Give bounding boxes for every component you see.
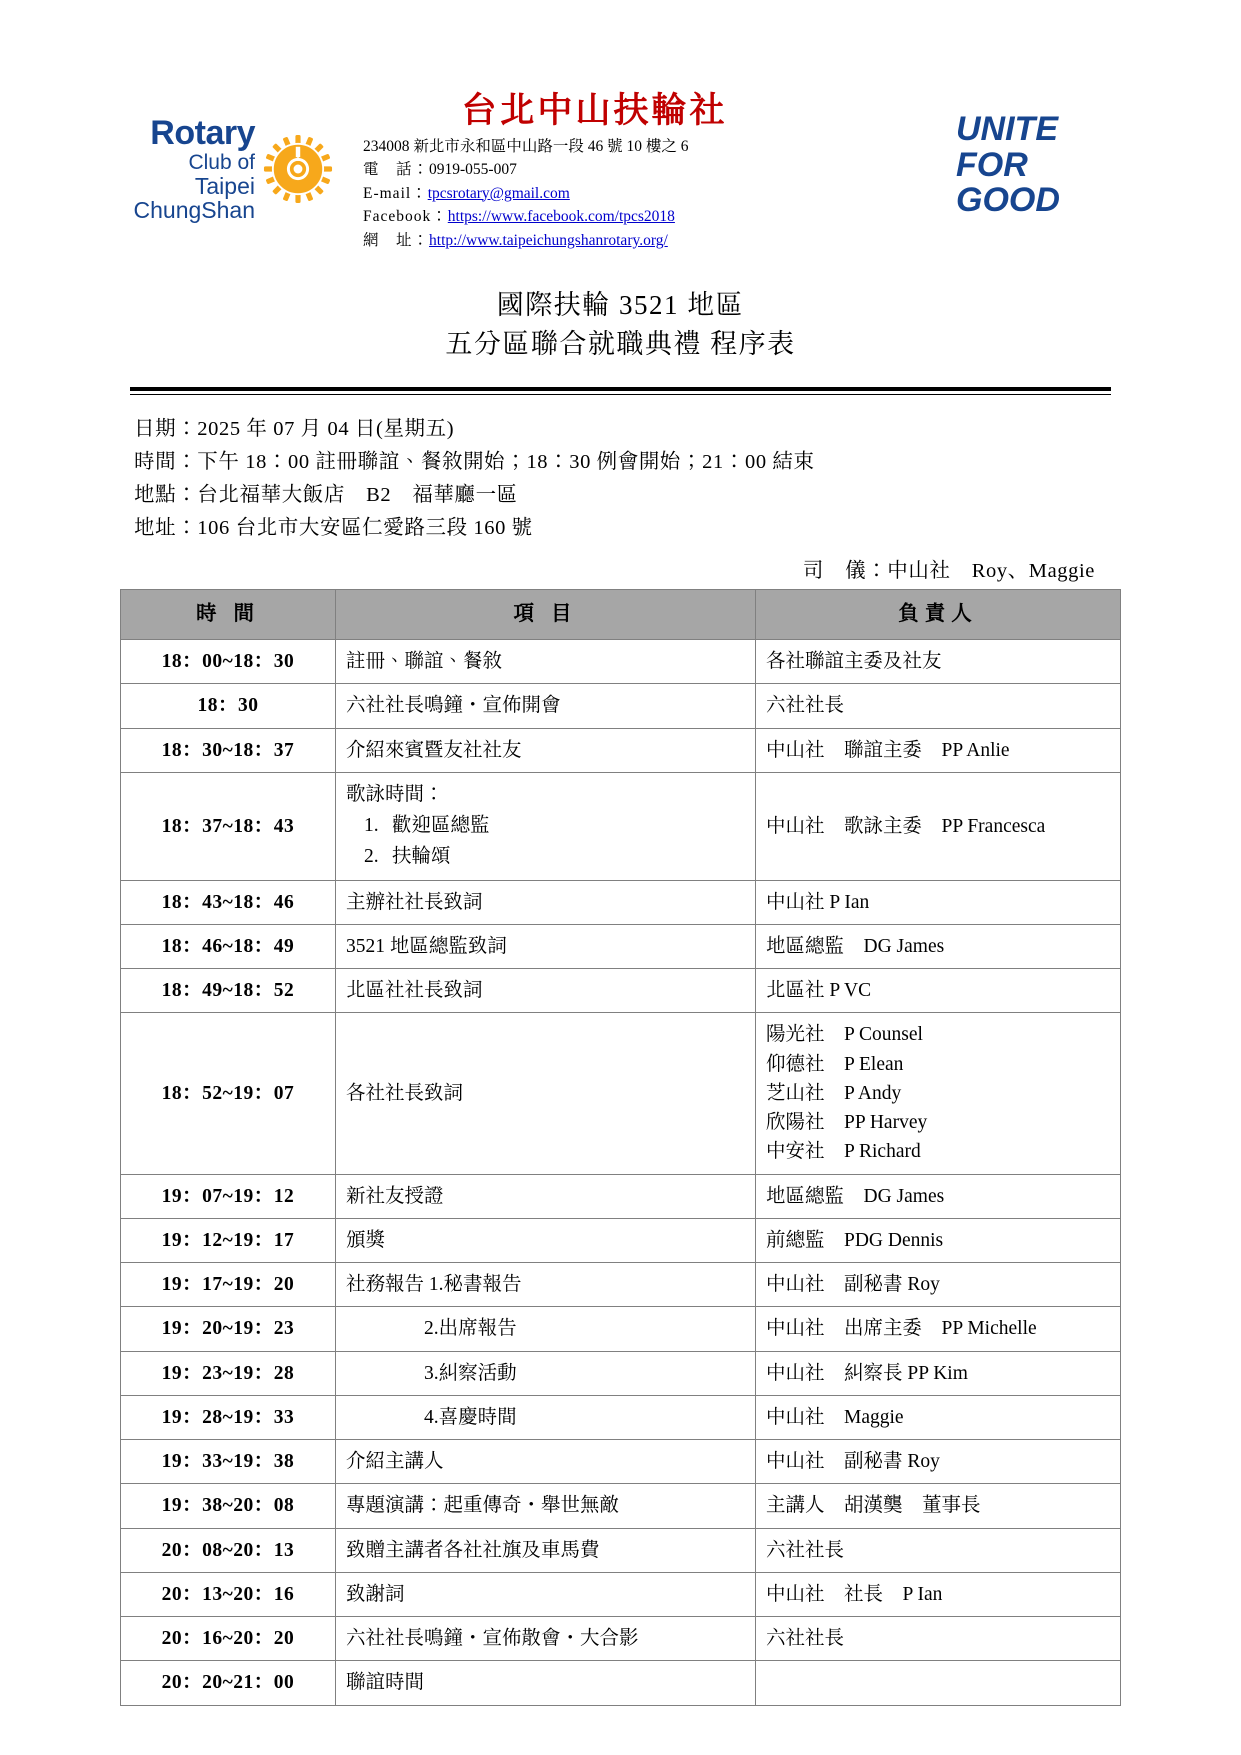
cell-person: 各社聯誼主委及社友	[756, 640, 1121, 684]
contact-address	[363, 135, 946, 159]
cell-item: 新社友授證	[336, 1174, 756, 1218]
cell-time: 19：07~19：12	[121, 1174, 336, 1218]
cell-item: 致贈主講者各社社旗及車馬費	[336, 1528, 756, 1572]
table-header-row	[121, 590, 1121, 640]
table-row	[121, 1263, 1121, 1307]
cell-item: 專題演講：起重傳奇・舉世無敵	[336, 1484, 756, 1528]
rotary-logo-text	[100, 116, 255, 222]
table-row	[121, 1351, 1121, 1395]
unite-line-1: UNITE	[956, 110, 1058, 148]
cell-item: 介紹來賓暨友社社友	[336, 728, 756, 772]
rotary-wordmark: Rotary	[150, 114, 255, 152]
table-row	[121, 1484, 1121, 1528]
event-time: 時間：下午 18：00 註冊聯誼、餐敘開始；18：30 例會開始；21：00 結束	[134, 450, 815, 473]
contact-website	[363, 229, 946, 253]
cell-item: 聯誼時間	[336, 1661, 756, 1705]
contact-email-link[interactable]: tpcsrotary@gmail.com	[427, 184, 570, 202]
cell-person: 中山社 出席主委 PP Michelle	[756, 1307, 1121, 1351]
page-title	[100, 286, 1141, 364]
cell-item: 六社社長鳴鐘・宣佈散會・大合影	[336, 1617, 756, 1661]
cell-item-text: 4.喜慶時間	[424, 1406, 517, 1428]
cell-time: 19：17~19：20	[121, 1263, 336, 1307]
table-row	[121, 969, 1121, 1013]
cell-person: 中山社 聯誼主委 PP Anlie	[756, 728, 1121, 772]
cell-person-line: 芝山社 P Andy	[766, 1082, 902, 1104]
cell-item	[336, 1395, 756, 1439]
cell-time: 18：30~18：37	[121, 728, 336, 772]
cell-time: 20：20~21：00	[121, 1661, 336, 1705]
cell-item: 介紹主講人	[336, 1440, 756, 1484]
cell-time: 20：08~20：13	[121, 1528, 336, 1572]
club-header-text	[345, 90, 946, 252]
cell-person: 地區總監 DG James	[756, 924, 1121, 968]
cell-time: 18：49~18：52	[121, 969, 336, 1013]
divider	[130, 387, 1111, 395]
agenda-table	[120, 589, 1121, 1705]
table-row	[121, 772, 1121, 880]
event-address: 地址：106 台北市大安區仁愛路三段 160 號	[134, 517, 533, 540]
cell-item: 六社社長鳴鐘・宣佈開會	[336, 684, 756, 728]
cell-person: 中山社 糾察長 PP Kim	[756, 1351, 1121, 1395]
cell-person	[756, 1013, 1121, 1174]
cell-item: 致謝詞	[336, 1572, 756, 1616]
cell-person: 中山社 P Ian	[756, 880, 1121, 924]
cell-time: 18：37~18：43	[121, 772, 336, 880]
unite-line-2: FOR	[956, 145, 1028, 184]
contact-phone	[363, 158, 946, 182]
table-row	[121, 1013, 1121, 1174]
cell-person: 地區總監 DG James	[756, 1174, 1121, 1218]
contact-facebook-link[interactable]: https://www.facebook.com/tpcs2018	[447, 208, 675, 226]
event-mc: 司 儀：中山社 Roy、Maggie	[802, 560, 1095, 583]
cell-item	[336, 772, 756, 880]
cell-person: 中山社 歌詠主委 PP Francesca	[756, 772, 1121, 880]
list-item: 2. 扶輪頌	[392, 842, 745, 873]
table-row	[121, 1572, 1121, 1616]
letterhead	[100, 90, 1141, 252]
cell-time: 18：52~19：07	[121, 1013, 336, 1174]
cell-item: 社務報告 1.秘書報告	[336, 1263, 756, 1307]
cell-item: 各社社長致詞	[336, 1013, 756, 1174]
cell-time: 20：16~20：20	[121, 1617, 336, 1661]
table-row	[121, 1528, 1121, 1572]
table-row	[121, 1440, 1121, 1484]
cell-person: 中山社 副秘書 Roy	[756, 1440, 1121, 1484]
cell-time: 18：00~18：30	[121, 640, 336, 684]
list-item-number: 1.	[364, 815, 379, 837]
table-row	[121, 640, 1121, 684]
contact-facebook	[363, 205, 946, 229]
cell-person: 六社社長	[756, 684, 1121, 728]
cell-item: 主辦社社長致詞	[336, 880, 756, 924]
column-header-time: 時 間	[121, 590, 336, 640]
rotary-club-name: Taipei ChungShan	[133, 172, 255, 223]
column-header-item: 項 目	[336, 590, 756, 640]
cell-item-text: 3.糾察活動	[424, 1362, 517, 1384]
cell-person	[756, 1661, 1121, 1705]
cell-time: 18：30	[121, 684, 336, 728]
cell-time: 19：28~19：33	[121, 1395, 336, 1439]
table-row	[121, 1617, 1121, 1661]
contact-address-text: 234008 新北市永和區中山路一段 46 號 10 樓之 6	[363, 137, 689, 155]
cell-time: 19：23~19：28	[121, 1351, 336, 1395]
cell-person: 中山社 社長 P Ian	[756, 1572, 1121, 1616]
page-title-line-1: 國際扶輪 3521 地區	[496, 290, 745, 321]
cell-item: 北區社社長致詞	[336, 969, 756, 1013]
club-title: 台北中山扶輪社	[461, 91, 728, 130]
table-row	[121, 924, 1121, 968]
list-item: 1. 歡迎區總監	[392, 811, 745, 842]
table-row	[121, 684, 1121, 728]
cell-item: 註冊、聯誼、餐敘	[336, 640, 756, 684]
cell-item-text: 2.出席報告	[424, 1318, 517, 1340]
cell-time: 19：12~19：17	[121, 1218, 336, 1262]
cell-person-line: 欣陽社 PP Harvey	[766, 1112, 928, 1134]
cell-time: 19：33~19：38	[121, 1440, 336, 1484]
page-title-line-2: 五分區聯合就職典禮 程序表	[445, 329, 796, 360]
column-header-person: 負責人	[756, 590, 1121, 640]
event-place: 地點：台北福華大飯店 B2 福華廳一區	[134, 483, 518, 506]
event-date: 日期：2025 年 07 月 04 日(星期五)	[134, 417, 455, 440]
table-row	[121, 1174, 1121, 1218]
cell-person: 六社社長	[756, 1617, 1121, 1661]
contact-facebook-label: Facebook：	[363, 208, 448, 226]
cell-person: 主講人 胡漢龑 董事長	[756, 1484, 1121, 1528]
rotary-club-of: Club of	[188, 150, 255, 174]
cell-person: 中山社 Maggie	[756, 1395, 1121, 1439]
table-row	[121, 1395, 1121, 1439]
table-row	[121, 880, 1121, 924]
cell-item-sublist	[346, 811, 745, 873]
cell-item: 頒獎	[336, 1218, 756, 1262]
event-meta	[134, 413, 1141, 546]
rotary-logo	[100, 90, 335, 222]
table-row	[121, 1661, 1121, 1705]
cell-person-line: 中安社 P Richard	[766, 1141, 921, 1163]
cell-time: 20：13~20：16	[121, 1572, 336, 1616]
cell-person: 前總監 PDG Dennis	[756, 1218, 1121, 1262]
cell-item	[336, 1307, 756, 1351]
cell-time: 18：43~18：46	[121, 880, 336, 924]
contact-website-link[interactable]: http://www.taipeichungshanrotary.org/	[429, 231, 668, 249]
cell-item-heading: 歌詠時間：	[346, 783, 444, 805]
cell-person-line: 陽光社 P Counsel	[766, 1024, 923, 1046]
cell-time: 19：20~19：23	[121, 1307, 336, 1351]
contact-email	[363, 182, 946, 206]
cell-person: 中山社 副秘書 Roy	[756, 1263, 1121, 1307]
unite-line-3: GOOD	[956, 181, 1060, 220]
unite-for-good-logo	[956, 90, 1141, 219]
contact-phone-label: 電 話：	[363, 161, 430, 179]
cell-time: 19：38~20：08	[121, 1484, 336, 1528]
cell-item	[336, 1351, 756, 1395]
cell-person-line: 仰德社 P Elean	[766, 1053, 904, 1075]
contact-website-label: 網 址：	[363, 231, 430, 249]
list-item-number: 2.	[364, 845, 379, 867]
table-row	[121, 1218, 1121, 1262]
rotary-wheel-icon	[261, 132, 335, 206]
contact-email-label: E-mail：	[363, 184, 428, 202]
cell-item: 3521 地區總監致詞	[336, 924, 756, 968]
table-row	[121, 728, 1121, 772]
cell-time: 18：46~18：49	[121, 924, 336, 968]
table-row	[121, 1307, 1121, 1351]
cell-person: 六社社長	[756, 1528, 1121, 1572]
cell-person: 北區社 P VC	[756, 969, 1121, 1013]
contact-phone-value: 0919-055-007	[429, 161, 517, 179]
